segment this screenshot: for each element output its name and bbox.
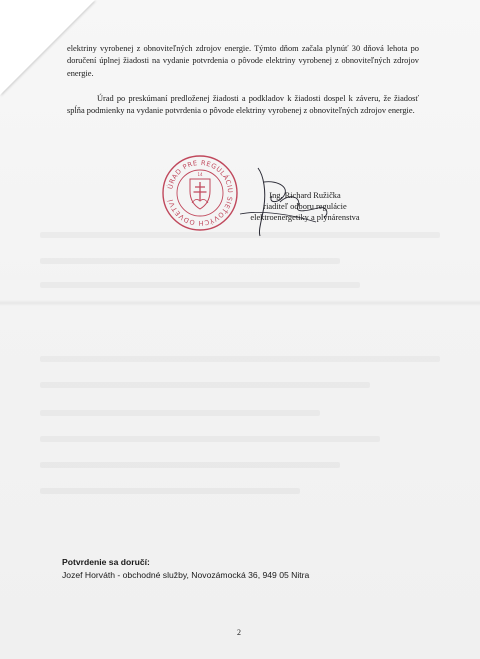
svg-text:ÚRAD PRE REGULÁCIU SIEŤOVÝCH O: ÚRAD PRE REGULÁCIU SIEŤOVÝCH ODVETVÍ bbox=[166, 158, 235, 228]
svg-text:14: 14 bbox=[197, 172, 203, 177]
paragraph-conclusion: Úrad po preskúmaní predloženej žiadosti a podkladov k žiadosti dospel k záveru, že žiadosť spĺňa podmienky na vydanie potvrdenia o pôvode elektriny vyrobenej z obnoviteľných zdrojov energie. bbox=[67, 94, 419, 116]
show-through-line bbox=[40, 462, 340, 468]
show-through-line bbox=[40, 488, 300, 494]
signature-block bbox=[235, 190, 375, 224]
delivery-heading: Potvrdenie sa doručí: bbox=[62, 557, 150, 567]
delivery-recipient: Jozef Horváth - obchodné služby, Novozámocká 36, 949 05 Nitra bbox=[62, 570, 310, 580]
signatory-name: Ing. Richard Ružička bbox=[269, 191, 341, 200]
show-through-line bbox=[40, 436, 380, 442]
paper-fold bbox=[0, 300, 480, 306]
paragraph-processing-deadline: elektriny vyrobenej z obnoviteľných zdrojov energie. Týmto dňom začala plynúť 30 dňová lehota po doručení úplnej žiadosti na vydanie potvrdenia o pôvode elektriny vyrobenej z obnoviteľných zdrojov energie. bbox=[67, 44, 419, 78]
page-number: 2 bbox=[237, 628, 241, 637]
show-through-line bbox=[40, 356, 440, 362]
signatory-title-line-2: elektroenergetiky a plynárenstva bbox=[250, 213, 360, 223]
show-through-line bbox=[40, 258, 340, 264]
show-through-line bbox=[40, 282, 360, 288]
show-through-line bbox=[40, 410, 320, 416]
signatory-title-line-1: riaditeľ odboru regulácie bbox=[263, 202, 347, 212]
show-through-line bbox=[40, 382, 370, 388]
